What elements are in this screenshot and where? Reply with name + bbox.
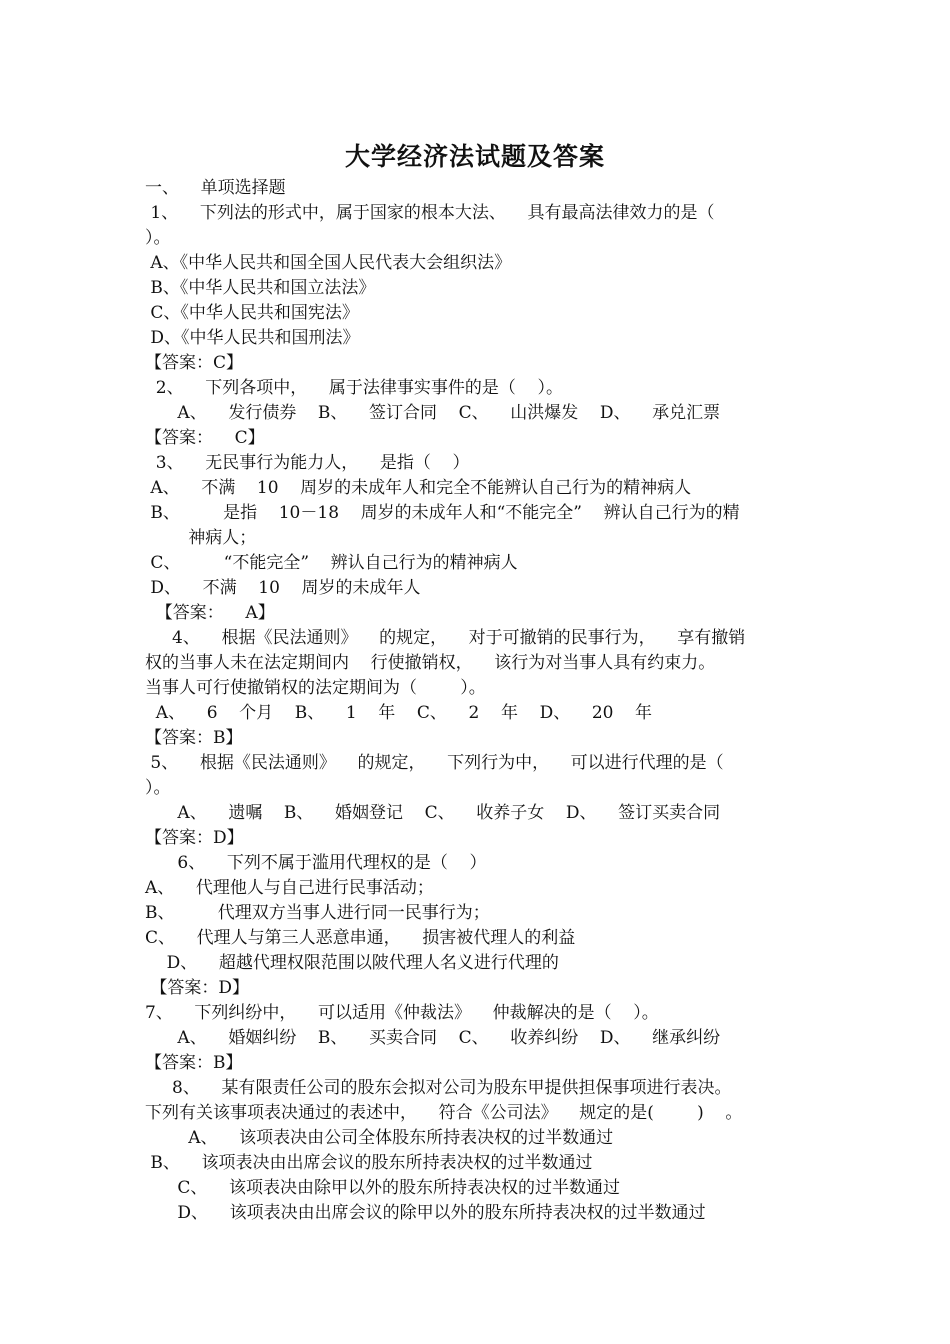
document-title: 大学经济法试题及答案 xyxy=(344,142,605,171)
question-1-option-c: C、《中华人民共和国宪法》 xyxy=(145,303,359,323)
question-5-options: A、 遗嘱 B、 婚姻登记 C、 收养子女 D、 签订买卖合同 xyxy=(145,803,721,823)
question-1-answer: 【答案：C】 xyxy=(145,353,244,373)
question-2-stem: 2、 下列各项中， 属于法律事实事件的是（ ）。 xyxy=(145,378,563,398)
question-4-answer: 【答案：B】 xyxy=(145,728,243,748)
question-3-option-c: C、 “不能完全” 辨认自己行为的精神病人 xyxy=(145,553,518,573)
question-6-answer: 【答案：D】 xyxy=(145,978,250,998)
question-6-option-a: A、 代理他人与自己进行民事活动； xyxy=(145,878,434,898)
question-6-option-d: D、 超越代理权限范围以陂代理人名义进行代理的 xyxy=(145,953,559,973)
question-8-option-d: D、 该项表决由出席会议的除甲以外的股东所持表决权的过半数通过 xyxy=(145,1203,706,1223)
question-7-answer: 【答案：B】 xyxy=(145,1053,243,1073)
question-6-option-c: C、 代理人与第三人恶意串通， 损害被代理人的利益 xyxy=(145,928,576,948)
question-1-option-d: D、《中华人民共和国刑法》 xyxy=(145,328,360,348)
question-3-option-d: D、 不满 10 周岁的未成年人 xyxy=(145,578,421,598)
section-heading: 一、 单项选择题 xyxy=(145,178,286,198)
question-7-options: A、 婚姻纠纷 B、 买卖合同 C、 收养纠纷 D、 继承纠纷 xyxy=(145,1028,721,1048)
question-5-stem-line-1: 5、 根据《民法通则》 的规定， 下列行为中， 可以进行代理的是（ xyxy=(145,753,724,773)
question-5-answer: 【答案：D】 xyxy=(145,828,244,848)
question-8-option-b: B、 该项表决由出席会议的股东所持表决权的过半数通过 xyxy=(145,1153,593,1173)
question-7-stem: 7、 下列纠纷中， 可以适用《仲裁法》 仲裁解决的是（ ）。 xyxy=(145,1003,659,1023)
question-4-stem-line-2: 权的当事人未在法定期间内 行使撤销权， 该行为对当事人具有约束力。 xyxy=(145,653,716,673)
question-3-option-b: B、 是指 10－18 周岁的未成年人和“不能完全” 辨认自己行为的精 xyxy=(145,503,740,523)
question-3-option-b-continued: 神病人； xyxy=(145,528,257,548)
question-8-option-a: A、 该项表决由公司全体股东所持表决权的过半数通过 xyxy=(145,1128,614,1148)
question-3-answer: 【答案： A】 xyxy=(145,603,275,623)
question-1-option-a: A、《中华人民共和国全国人民代表大会组织法》 xyxy=(145,253,512,273)
question-4-stem-line-1: 4、 根据《民法通则》 的规定， 对于可撤销的民事行为， 享有撤销 xyxy=(145,628,746,648)
question-5-stem-line-2: ）。 xyxy=(145,778,171,798)
question-1-stem-line-1: 1、 下列法的形式中，属于国家的根本大法、 具有最高法律效力的是（ xyxy=(145,203,715,223)
question-1-stem-line-2: ）。 xyxy=(145,228,171,248)
question-8-stem-line-2: 下列有关该事项表决通过的表述中， 符合《公司法》 规定的是( ) 。 xyxy=(145,1103,743,1123)
question-3-option-a: A、 不满 10 周岁的未成年人和完全不能辨认自己行为的精神病人 xyxy=(145,478,692,498)
question-4-stem-line-3: 当事人可行使撤销权的法定期间为（ ）。 xyxy=(145,678,486,698)
question-4-options: A、 6 个月 B、 1 年 C、 2 年 D、 20 年 xyxy=(145,703,653,723)
question-3-stem: 3、 无民事行为能力人， 是指（ ） xyxy=(145,453,470,473)
question-1-option-b: B、《中华人民共和国立法法》 xyxy=(145,278,376,298)
question-8-stem-line-1: 8、 某有限责任公司的股东会拟对公司为股东甲提供担保事项进行表决。 xyxy=(145,1078,732,1098)
question-2-options: A、 发行债券 B、 签订合同 C、 山洪爆发 D、 承兑汇票 xyxy=(145,403,721,423)
question-2-answer: 【答案： C】 xyxy=(145,428,265,448)
question-6-stem: 6、 下列不属于滥用代理权的是（ ） xyxy=(145,853,487,873)
question-8-option-c: C、 该项表决由除甲以外的股东所持表决权的过半数通过 xyxy=(145,1178,621,1198)
question-6-option-b: B、 代理双方当事人进行同一民事行为； xyxy=(145,903,490,923)
